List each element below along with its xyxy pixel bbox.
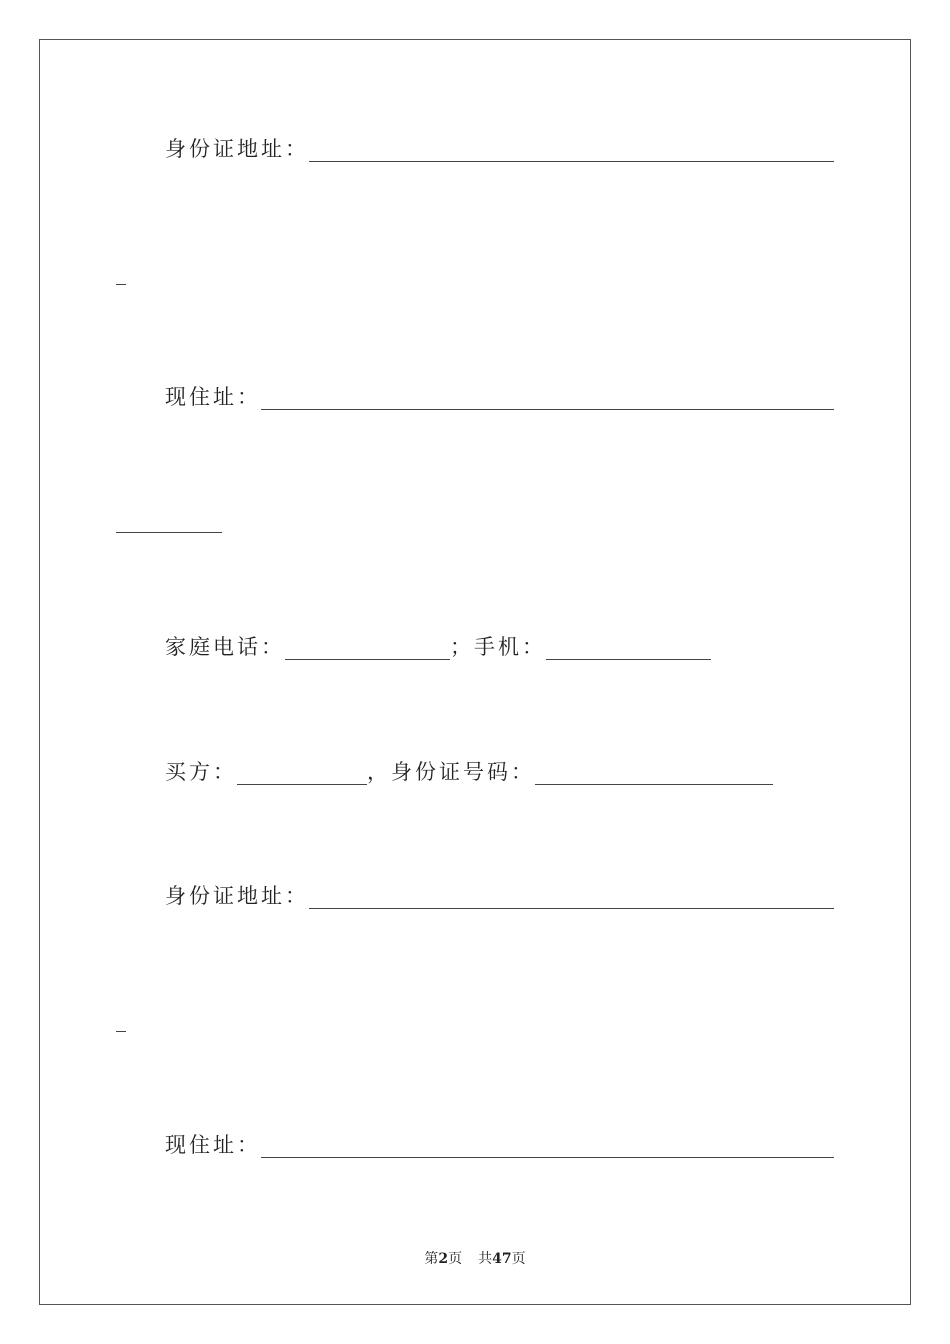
page-suffix: 页 <box>448 1251 463 1267</box>
page-footer <box>0 1248 950 1268</box>
home-phone-field[interactable] <box>285 639 450 660</box>
seller-phone-row <box>165 634 711 660</box>
page-prefix: 第 <box>424 1251 439 1267</box>
mobile-field[interactable] <box>546 639 711 660</box>
seller-current-address-row <box>165 384 834 410</box>
seller-id-address-field[interactable] <box>309 141 834 162</box>
buyer-current-address-field[interactable] <box>261 1137 834 1158</box>
buyer-label: 买方： <box>165 760 237 784</box>
seller-current-address-continuation-line[interactable] <box>116 532 222 533</box>
buyer-id-address-continuation-line[interactable] <box>116 1031 126 1032</box>
buyer-id-address-label: 身份证地址： <box>165 884 309 908</box>
home-phone-label: 家庭电话： <box>165 635 285 659</box>
page-border <box>39 39 911 1305</box>
total-prefix: 共 <box>478 1251 493 1267</box>
buyer-current-address-row <box>165 1132 834 1158</box>
buyer-id-address-row <box>165 883 834 909</box>
semicolon-separator: ； <box>450 635 474 659</box>
buyer-id-address-field[interactable] <box>309 888 834 909</box>
seller-id-address-label: 身份证地址： <box>165 137 309 161</box>
buyer-id-number-field[interactable] <box>535 764 773 785</box>
total-suffix: 页 <box>511 1251 526 1267</box>
seller-current-address-field[interactable] <box>261 389 834 410</box>
buyer-current-address-label: 现住址： <box>165 1133 261 1157</box>
buyer-name-field[interactable] <box>237 764 367 785</box>
buyer-id-number-label: 身份证号码： <box>391 760 535 784</box>
buyer-row <box>165 759 773 785</box>
total-pages: 47 <box>492 1251 512 1267</box>
seller-current-address-label: 现住址： <box>165 385 261 409</box>
seller-id-address-continuation-line[interactable] <box>116 284 126 285</box>
page-number: 2 <box>438 1251 449 1267</box>
seller-id-address-row <box>165 136 834 162</box>
comma-separator: ， <box>367 760 391 784</box>
mobile-label: 手机： <box>474 635 546 659</box>
